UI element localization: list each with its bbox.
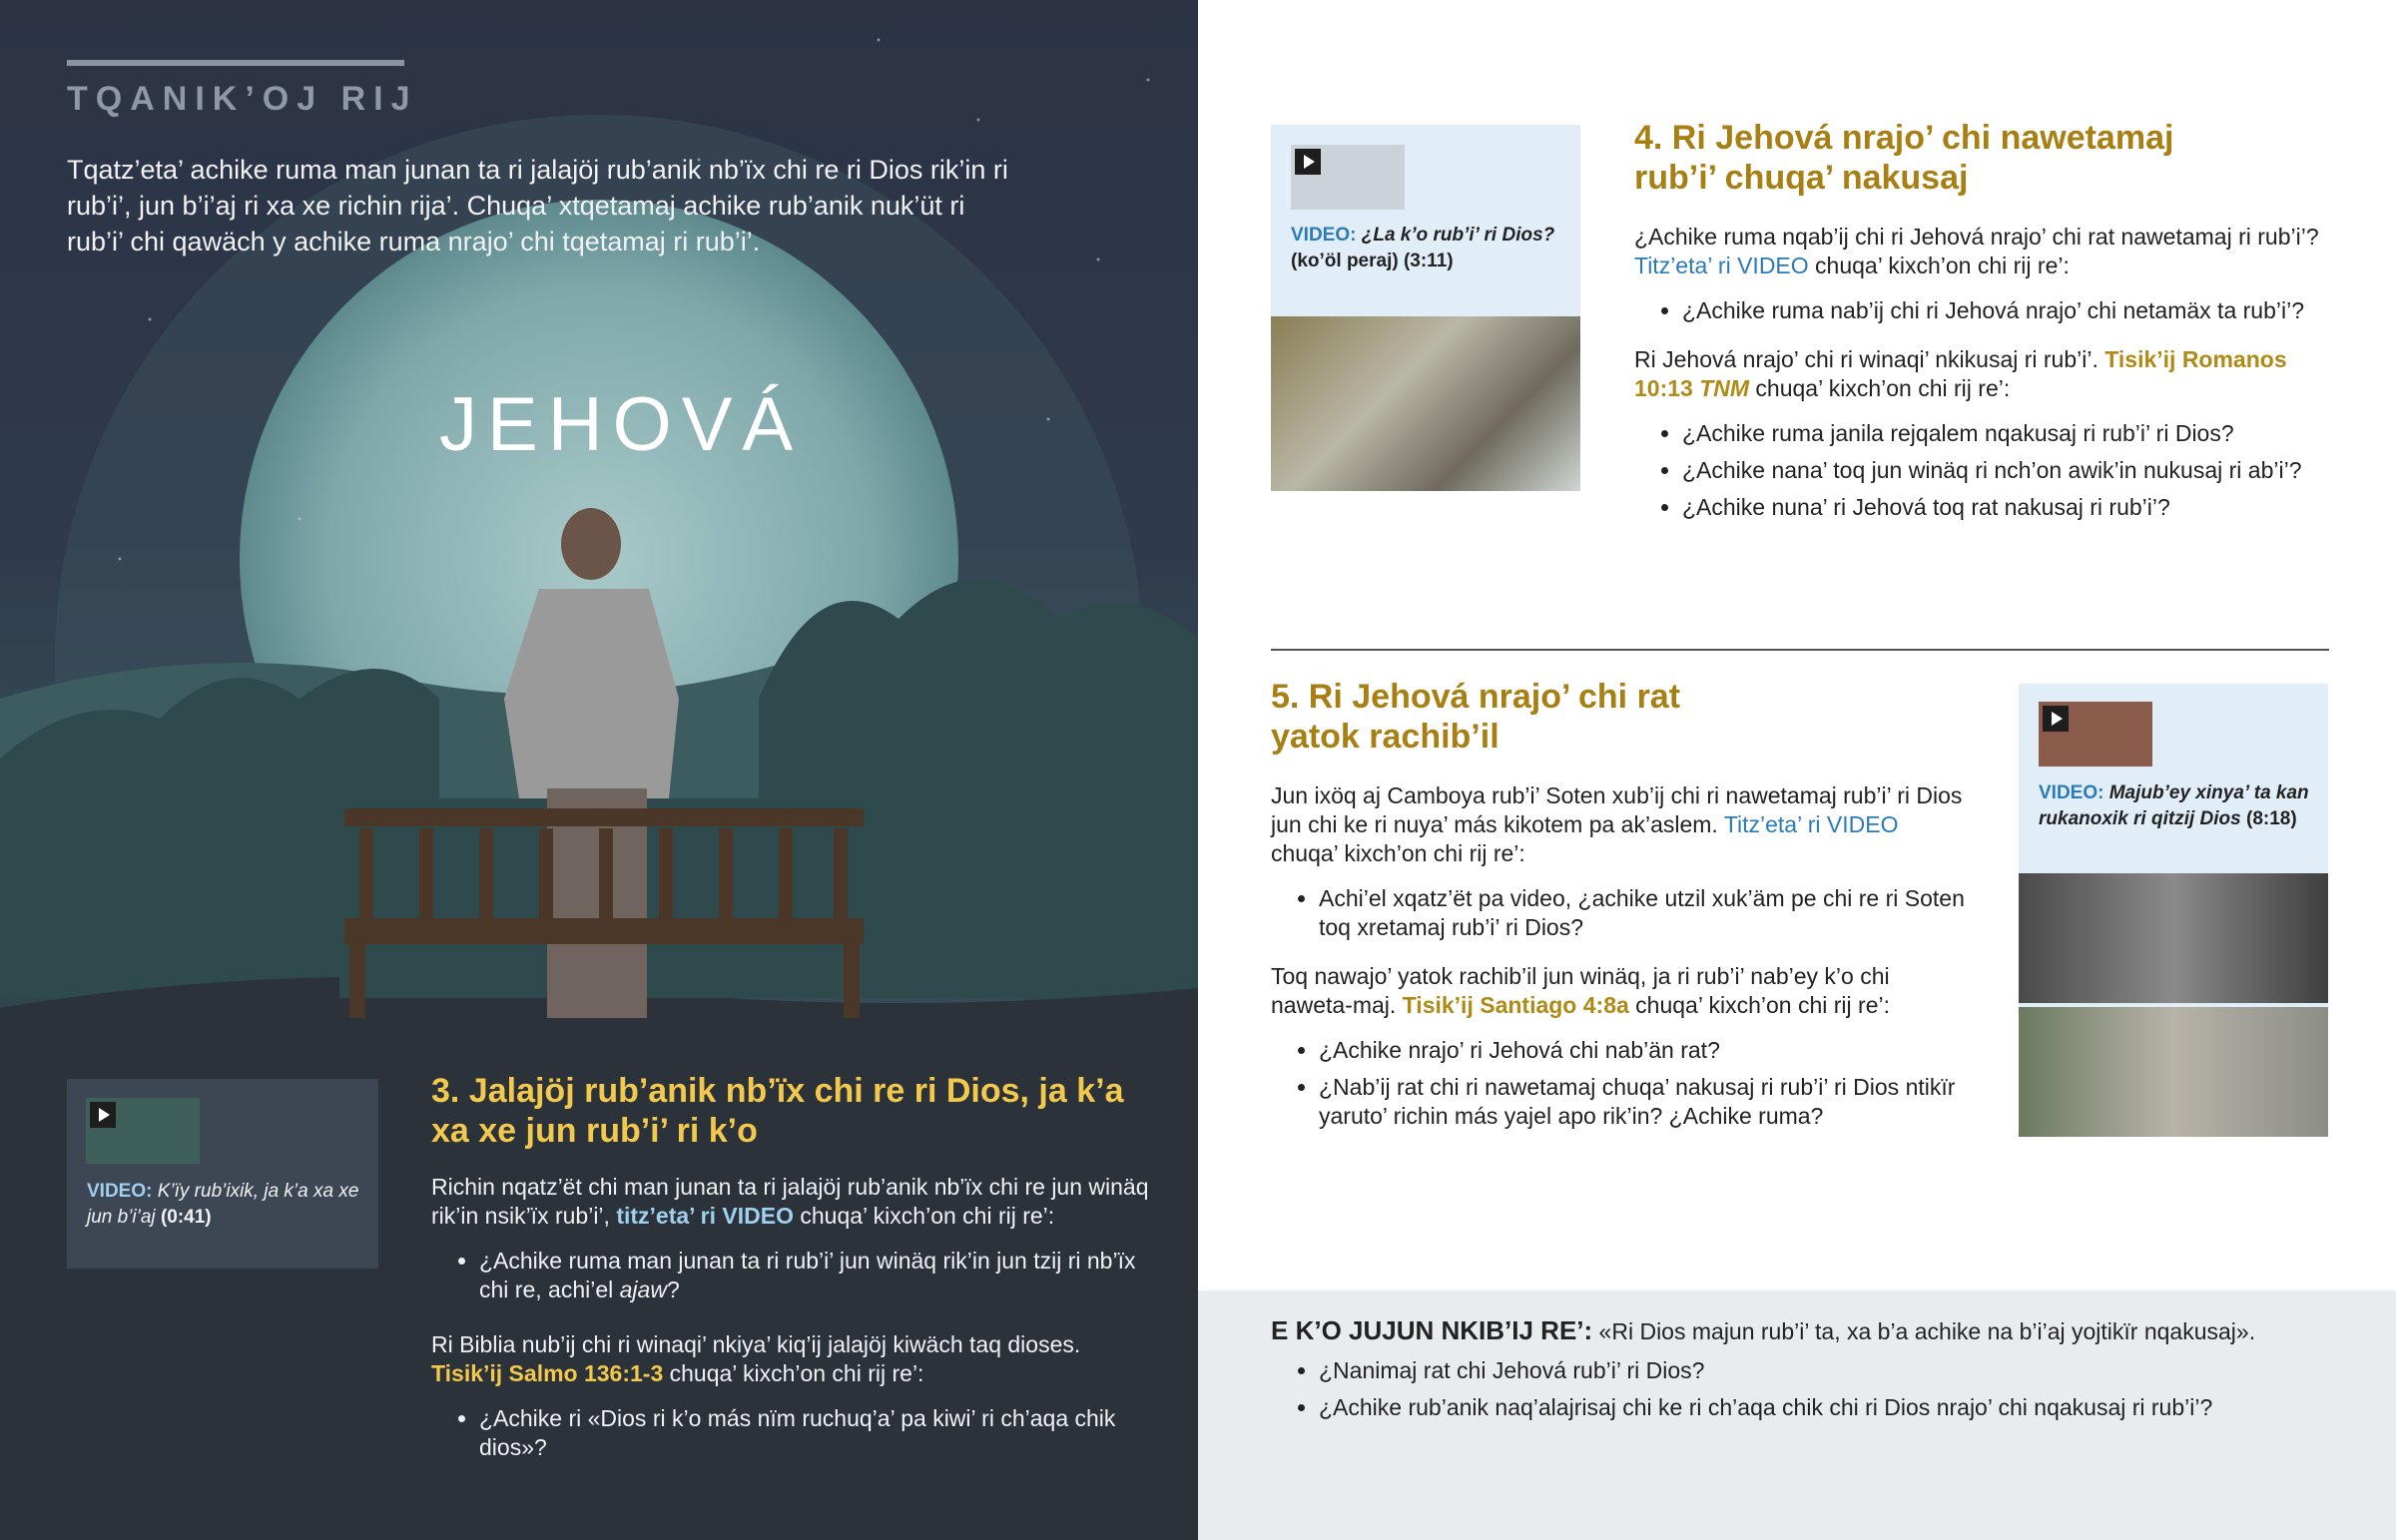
right-page <box>1198 0 2396 1540</box>
video-still-image <box>2019 1007 2328 1137</box>
video-caption <box>1291 223 1570 274</box>
section-3-paragraph-1: Richin nqatz’ët chi man junan ta ri jalajöj rub’anik nb’ïx chi re jun winäq rik’in nsik’ïx rub’i’, titz’eta’ ri VIDEO chuqa’ kixch’on chi rij re’: <box>431 1174 1149 1229</box>
section-5-body <box>1271 781 1970 1151</box>
objection-quote: «Ri Dios majun rub’i’ ta, xa b’a achike na b’i’aj yojtikïr nqakusaj». <box>1592 1318 2256 1344</box>
watch-video-link[interactable]: titz’eta’ ri VIDEO <box>616 1203 794 1229</box>
question-item: • ¿Achike rub’anik naq’alajrisaj chi ke ri ch’aqa chik chi ri Dios nrajo’ chi nqakusaj ri rub’i’? <box>1319 1393 2349 1422</box>
section-divider <box>1271 649 2329 651</box>
video-label: VIDEO: <box>87 1181 153 1202</box>
section-3-questions-1 <box>431 1247 1150 1304</box>
video-title: ¿La k’o rub’i’ ri Dios? <box>1361 225 1555 246</box>
video-title: K’ïy rub’ixik, ja k’a xa xe jun b’i’aj <box>87 1181 359 1228</box>
play-icon[interactable] <box>2043 706 2069 732</box>
question-item: • ¿Nab’ij rat chi ri nawetamaj chuqa’ nakusaj ri rub’i’ ri Dios ntikïr yaruto’ richin más yajel apo rik’in? ¿Achike ruma? <box>1319 1073 1970 1131</box>
section-3-body <box>431 1173 1150 1488</box>
section-5-heading: 5. Ri Jehová nrajo’ chi rat yatok rachib’il <box>1271 678 1681 756</box>
video-label: VIDEO: <box>2039 782 2104 803</box>
video-card-names[interactable] <box>67 1079 378 1269</box>
video-label: VIDEO: <box>1291 225 1357 246</box>
section-4-paragraph-2: Ri Jehová nrajo’ chi ri winaqi’ nkikusaj ri rub’i’. Tisik’ij Romanos 10:13 TNM chuqa’ kixch’on chi rij re’: <box>1634 346 2287 401</box>
divine-name-title: JEHOVÁ <box>439 382 804 467</box>
section-4-questions-2 <box>1634 419 2333 522</box>
question-item: • ¿Achike ruma janila rejqalem nqakusaj ri rub’i’ ri Dios? <box>1682 419 2333 448</box>
scripture-reference[interactable]: Tisik’ij Salmo 136:1-3 <box>431 1360 664 1386</box>
objection-lead: E K’O JUJUN NKIB’IJ RE’: <box>1271 1315 1593 1345</box>
video-caption <box>2039 780 2323 832</box>
video-duration: (8:18) <box>2246 808 2297 829</box>
objection-text <box>1271 1316 2349 1430</box>
watch-video-link[interactable]: Titz’eta’ ri VIDEO <box>1634 253 1809 278</box>
video-duration: (0:41) <box>160 1207 212 1228</box>
scripture-reference[interactable]: Tisik’ij Romanos 10:13 TNM <box>1634 346 2287 401</box>
video-thumbnail[interactable] <box>2039 702 2152 767</box>
video-still-image <box>2019 873 2328 1003</box>
question-item: • ¿Achike ruma man junan ta ri rub’i’ jun winäq rik’in jun tzij ri nb’ïx chi re, achi’el ajaw? <box>479 1247 1150 1304</box>
section-5-paragraph-1: Jun ixöq aj Camboya rub’i’ Soten xub’ij chi ri nawetamaj rub’i’ ri Dios jun chi ke ri nuya’ más kikotem pa ak’aslem. Titz’eta’ ri VIDEO chuqa’ kixch’on chi rij re’: <box>1271 782 1963 866</box>
objection-questions <box>1271 1356 2349 1422</box>
section-3-paragraph-2: Ri Biblia nub’ij chi ri winaqi’ nkiya’ kiq’ij jalajöj kiwäch taq dioses. Tisik’ij Salmo 136:1-3 chuqa’ kixch’on chi rij re’: <box>431 1331 1081 1386</box>
video-thumbnail[interactable] <box>86 1098 200 1164</box>
top-rule <box>67 60 404 66</box>
scripture-reference[interactable]: Tisik’ij Santiago 4:8a <box>1402 992 1629 1018</box>
section-4-questions-1 <box>1634 296 2333 325</box>
video-card-true-god[interactable] <box>2019 684 2328 1137</box>
video-still-image <box>1271 316 1580 491</box>
question-item: • ¿Achike ruma nab’ij chi ri Jehová nrajo’ chi netamäx ta rub’i’? <box>1682 296 2333 325</box>
question-item: • Achi’el xqatz’ët pa video, ¿achike utzil xuk’äm pe chi re ri Soten toq xretamaj rub’i’ ri Dios? <box>1319 884 1970 942</box>
objection-footer <box>1198 1290 2396 1540</box>
section-3-heading: 3. Jalajöj rub’anik nb’ïx chi re ri Dios, ja k’a xa xe jun rub’i’ ri k’o <box>431 1072 1124 1150</box>
video-title: Majub’ey xinya’ ta kan rukanoxik ri qitzij Dios <box>2039 782 2309 829</box>
section-4-body <box>1634 223 2333 542</box>
question-item: • ¿Achike nuna’ ri Jehová toq rat nakusaj ri rub’i’? <box>1682 493 2333 522</box>
section-5-questions-1 <box>1271 884 1970 942</box>
question-item: • ¿Achike ri «Dios ri k’o más nïm ruchuq’a’ pa kiwi’ ri ch’aqa chik dios»? <box>479 1404 1150 1462</box>
play-icon[interactable] <box>1295 149 1321 175</box>
intro-paragraph: Tqatz’eta’ achike ruma man junan ta ri jalajöj rub’anik nb’ïx chi re ri Dios rik’in ri rub’i’, jun b’i’aj ri xa xe richin rija’. Chuqa’ xtqetamaj achike rub’anik nuk’üt ri rub’i’ chi qawäch y achike ruma nrajo’ chi tqetamaj ri rub’i’. <box>67 155 1008 257</box>
question-item: • ¿Nanimaj rat chi Jehová rub’i’ ri Dios? <box>1319 1356 2349 1385</box>
question-item: • ¿Achike nana’ toq jun winäq ri nch’on awik’in nukusaj ri ab’i’? <box>1682 456 2333 485</box>
video-thumbnail[interactable] <box>1291 145 1405 210</box>
section-5-questions-2 <box>1271 1036 1970 1131</box>
section-4-heading: 4. Ri Jehová nrajo’ chi nawetamaj rub’i’ chuqa’ nakusaj <box>1634 119 2174 197</box>
section-4-paragraph-1: ¿Achike ruma nqab’ij chi ri Jehová nrajo’ chi rat nawetamaj ri rub’i’? Titz’eta’ ri VIDEO chuqa’ kixch’on chi rij re’: <box>1634 224 2319 278</box>
section-3-questions-2 <box>431 1404 1150 1462</box>
video-duration: (ko’öl peraj) (3:11) <box>1291 251 1454 271</box>
watch-video-link[interactable]: Titz’eta’ ri VIDEO <box>1723 811 1899 837</box>
question-item: • ¿Achike nrajo’ ri Jehová chi nab’än rat? <box>1319 1036 1970 1065</box>
video-card-gods-name[interactable] <box>1271 125 1580 491</box>
section-5-paragraph-2: Toq nawajo’ yatok rachib’il jun winäq, ja ri rub’i’ nab’ey k’o chi naweta-maj. Tisik’ij Santiago 4:8a chuqa’ kixch’on chi rij re’: <box>1271 963 1890 1018</box>
section-kicker: TQANIK’OJ RIJ <box>67 80 418 118</box>
video-caption <box>87 1179 366 1231</box>
play-icon[interactable] <box>90 1102 116 1128</box>
